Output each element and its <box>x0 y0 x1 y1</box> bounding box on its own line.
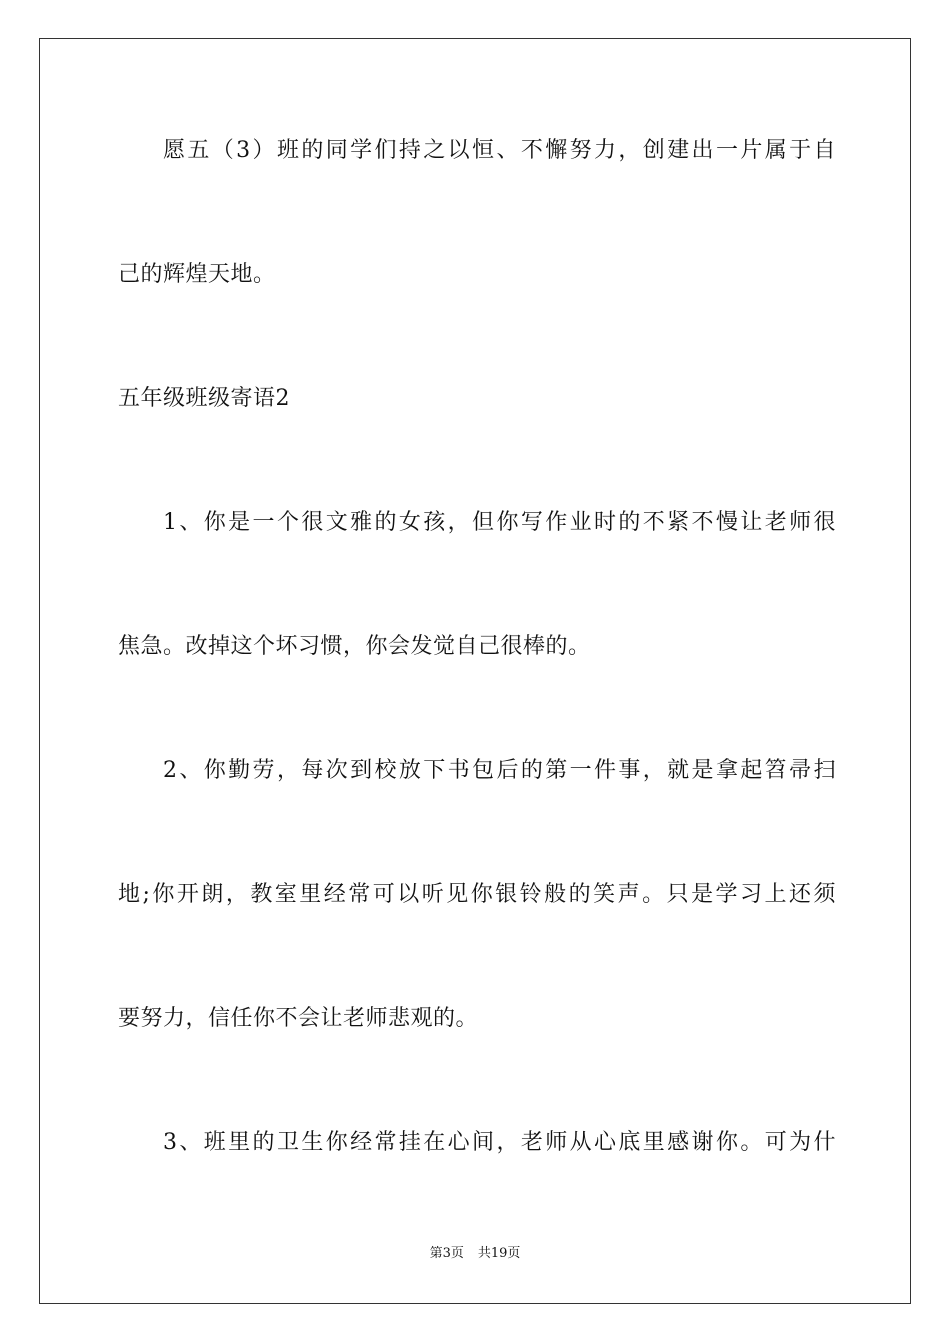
page-footer <box>0 1244 950 1264</box>
page-total: 共19页 <box>477 1246 521 1261</box>
page-border <box>39 38 911 1304</box>
paragraph-line: 焦急。改掉这个坏习惯，你会发觉自己很棒的。 <box>118 634 591 659</box>
paragraph-line: 2、你勤劳，每次到校放下书包后的第一件事，就是拿起笤帚扫 <box>163 758 836 783</box>
paragraph-line: 己的辉煌天地。 <box>118 262 276 287</box>
paragraph-line: 地;你开朗，教室里经常可以听见你银铃般的笑声。只是学习上还须 <box>118 882 836 907</box>
page-number: 第3页 <box>429 1246 464 1261</box>
paragraph-line: 要努力，信任你不会让老师悲观的。 <box>118 1006 479 1031</box>
section-heading: 五年级班级寄语2 <box>118 386 290 411</box>
paragraph-line: 1、你是一个很文雅的女孩，但你写作业时的不紧不慢让老师很 <box>163 510 836 535</box>
paragraph-line: 3、班里的卫生你经常挂在心间，老师从心底里感谢你。可为什 <box>163 1130 836 1155</box>
paragraph-line: 愿五（3）班的同学们持之以恒、不懈努力，创建出一片属于自 <box>163 138 836 163</box>
